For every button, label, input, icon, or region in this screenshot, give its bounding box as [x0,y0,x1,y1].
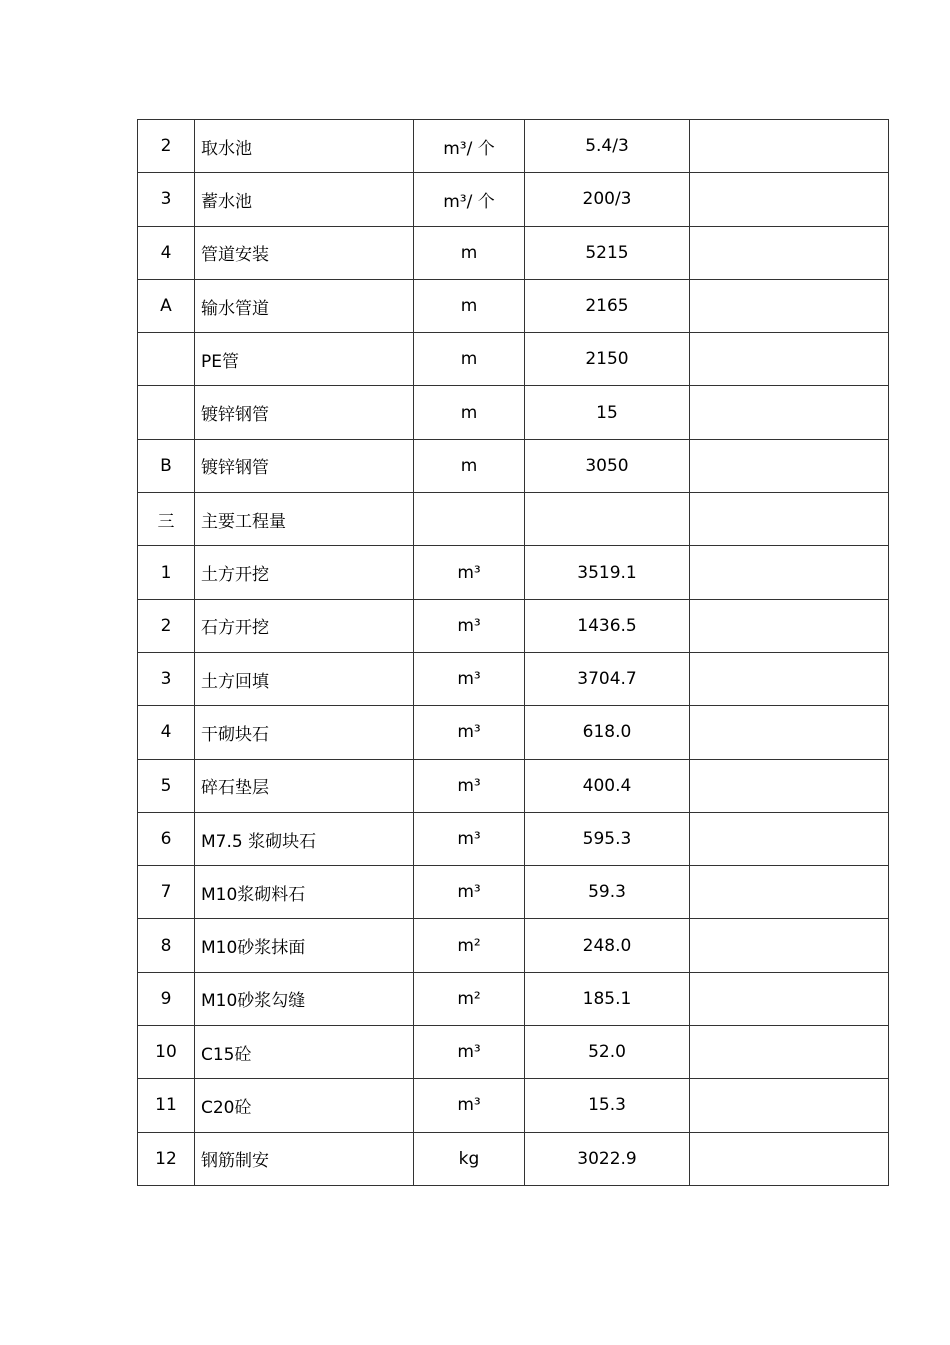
quantity-cell: 2150 [525,333,690,386]
row-number-cell: 11 [138,1079,195,1132]
unit-cell: m³ [414,812,525,865]
table-row [138,120,889,173]
item-name-cell: 土方回填 [195,652,414,705]
remarks-cell [690,1132,889,1185]
quantity-cell: 2165 [525,279,690,332]
table-row [138,279,889,332]
quantity-cell: 618.0 [525,706,690,759]
table-row [138,812,889,865]
table-row [138,173,889,226]
quantity-cell: 248.0 [525,919,690,972]
unit-cell: m³ [414,1026,525,1079]
table-row [138,493,889,546]
item-name-cell: 输水管道 [195,279,414,332]
table-body [138,120,889,1186]
table-row [138,599,889,652]
table-row [138,439,889,492]
unit-cell: m³/ 个 [414,120,525,173]
table-row [138,546,889,599]
item-name-cell: 镀锌钢管 [195,386,414,439]
unit-cell: m [414,226,525,279]
remarks-cell [690,493,889,546]
quantity-cell: 3704.7 [525,652,690,705]
item-name-cell: 取水池 [195,120,414,173]
row-number-cell: 12 [138,1132,195,1185]
table-row [138,226,889,279]
row-number-cell: 4 [138,226,195,279]
unit-cell: kg [414,1132,525,1185]
item-name-cell: M7.5 浆砌块石 [195,812,414,865]
unit-cell: m [414,439,525,492]
remarks-cell [690,439,889,492]
item-name-cell: 管道安装 [195,226,414,279]
item-name-cell: 土方开挖 [195,546,414,599]
table-row [138,759,889,812]
unit-cell: m³ [414,546,525,599]
row-number-cell: 7 [138,866,195,919]
quantity-cell: 185.1 [525,972,690,1025]
table-row [138,866,889,919]
unit-cell: m² [414,919,525,972]
row-number-cell: 9 [138,972,195,1025]
unit-cell: m³ [414,759,525,812]
remarks-cell [690,972,889,1025]
item-name-cell: 镀锌钢管 [195,439,414,492]
item-name-cell: 钢筋制安 [195,1132,414,1185]
remarks-cell [690,333,889,386]
quantity-cell: 52.0 [525,1026,690,1079]
table-row [138,1026,889,1079]
quantities-table [137,119,889,1186]
remarks-cell [690,1079,889,1132]
quantity-cell: 3022.9 [525,1132,690,1185]
remarks-cell [690,120,889,173]
unit-cell: m [414,386,525,439]
item-name-cell: 蓄水池 [195,173,414,226]
item-name-cell: C15砼 [195,1026,414,1079]
row-number-cell [138,386,195,439]
row-number-cell: 三 [138,493,195,546]
unit-cell: m³ [414,866,525,919]
remarks-cell [690,279,889,332]
unit-cell: m [414,333,525,386]
row-number-cell: B [138,439,195,492]
quantity-cell: 3519.1 [525,546,690,599]
table-row [138,1132,889,1185]
quantity-cell: 400.4 [525,759,690,812]
row-number-cell: 3 [138,652,195,705]
remarks-cell [690,599,889,652]
table-row [138,706,889,759]
item-name-cell: C20砼 [195,1079,414,1132]
row-number-cell: 3 [138,173,195,226]
remarks-cell [690,226,889,279]
remarks-cell [690,866,889,919]
quantity-cell: 59.3 [525,866,690,919]
quantity-cell: 1436.5 [525,599,690,652]
item-name-cell: 干砌块石 [195,706,414,759]
row-number-cell: 4 [138,706,195,759]
row-number-cell: 1 [138,546,195,599]
remarks-cell [690,706,889,759]
remarks-cell [690,812,889,865]
item-name-cell: 主要工程量 [195,493,414,546]
row-number-cell: 10 [138,1026,195,1079]
table-row [138,652,889,705]
remarks-cell [690,546,889,599]
item-name-cell: PE管 [195,333,414,386]
row-number-cell: 5 [138,759,195,812]
unit-cell: m³ [414,706,525,759]
unit-cell: m [414,279,525,332]
row-number-cell: 6 [138,812,195,865]
remarks-cell [690,652,889,705]
unit-cell: m³ [414,652,525,705]
remarks-cell [690,173,889,226]
row-number-cell: A [138,279,195,332]
item-name-cell: M10浆砌料石 [195,866,414,919]
remarks-cell [690,919,889,972]
quantity-cell: 200/3 [525,173,690,226]
quantity-cell: 15 [525,386,690,439]
unit-cell [414,493,525,546]
quantity-cell: 5215 [525,226,690,279]
table-row [138,1079,889,1132]
unit-cell: m³ [414,599,525,652]
quantity-cell: 15.3 [525,1079,690,1132]
remarks-cell [690,1026,889,1079]
item-name-cell: 碎石垫层 [195,759,414,812]
table-row [138,333,889,386]
table-row [138,386,889,439]
row-number-cell: 2 [138,599,195,652]
remarks-cell [690,386,889,439]
quantity-cell: 5.4/3 [525,120,690,173]
table-row [138,972,889,1025]
row-number-cell [138,333,195,386]
item-name-cell: M10砂浆抹面 [195,919,414,972]
quantity-cell: 595.3 [525,812,690,865]
item-name-cell: 石方开挖 [195,599,414,652]
row-number-cell: 8 [138,919,195,972]
unit-cell: m² [414,972,525,1025]
quantity-cell: 3050 [525,439,690,492]
unit-cell: m³/ 个 [414,173,525,226]
table-row [138,919,889,972]
unit-cell: m³ [414,1079,525,1132]
item-name-cell: M10砂浆勾缝 [195,972,414,1025]
row-number-cell: 2 [138,120,195,173]
quantity-cell [525,493,690,546]
remarks-cell [690,759,889,812]
